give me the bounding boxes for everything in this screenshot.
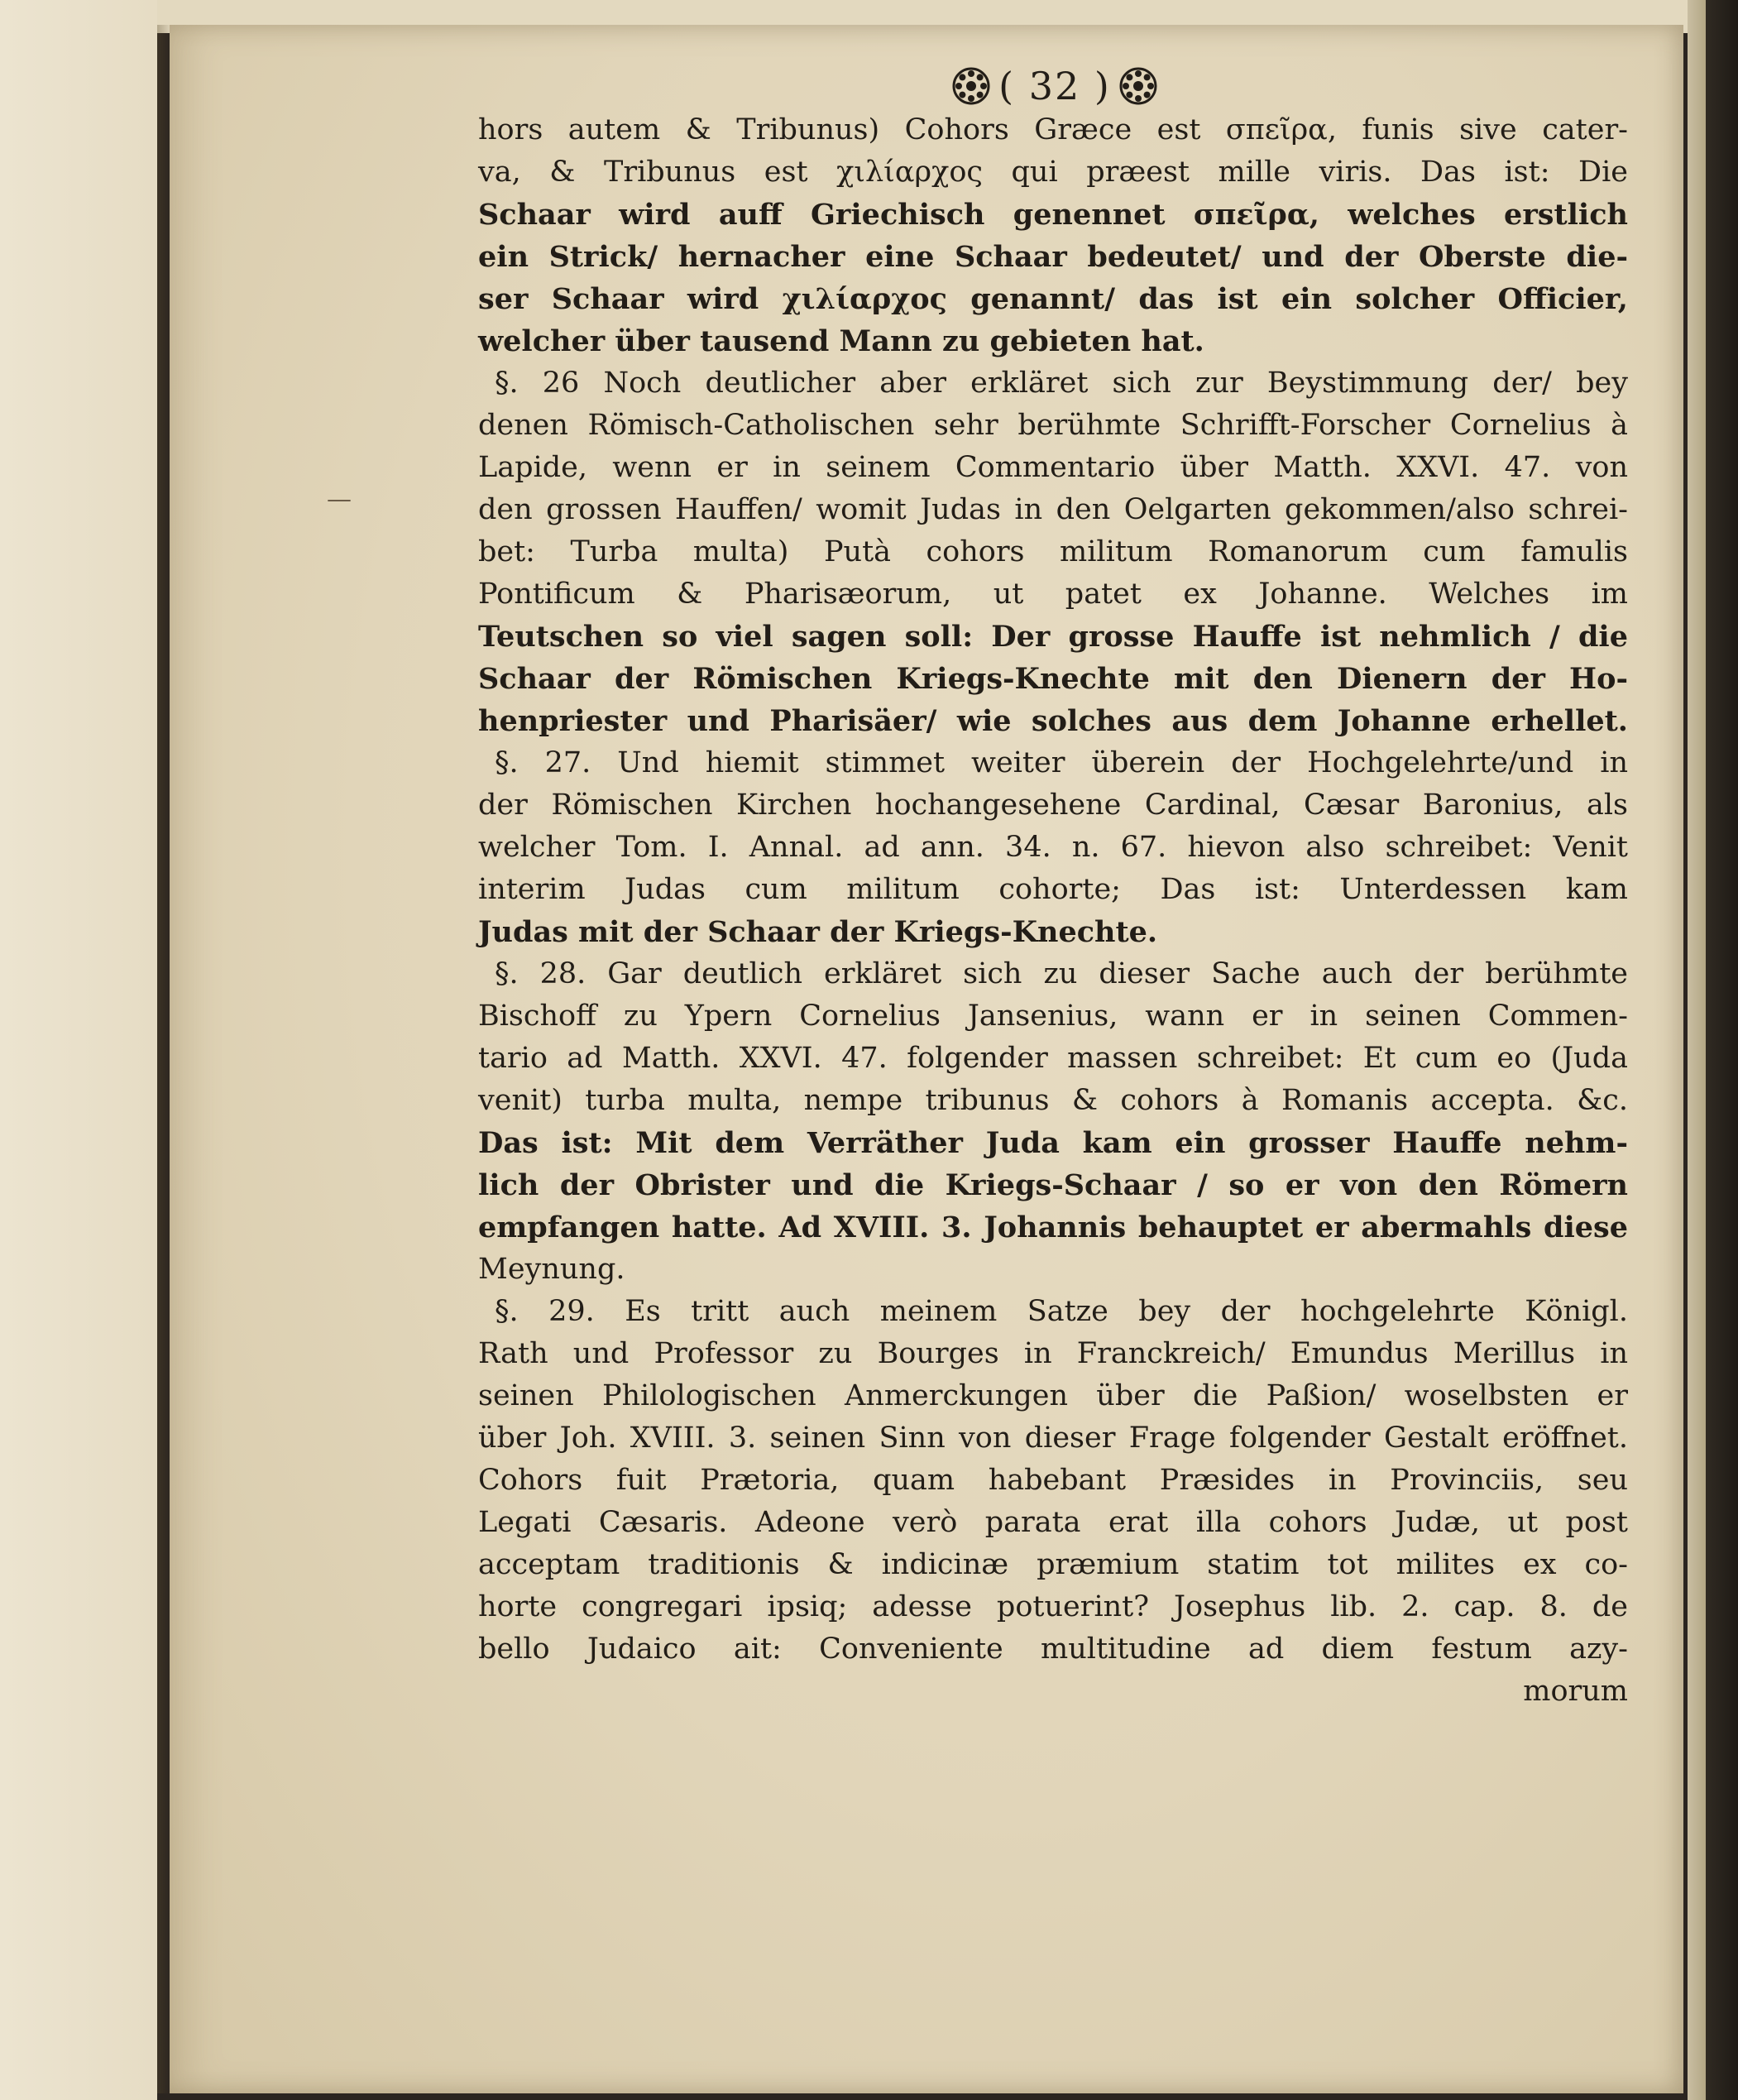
text-line: §. 29. Es tritt auch meinem Satze bey der hochgelehrte Königl.: [495, 1295, 1628, 1328]
text-line: Das ist: Mit dem Verräther Juda kam ein grosser Hauffe nehm-: [478, 1126, 1628, 1160]
text-line: Cohors fuit Prætoria, quam habebant Præsides in Provinciis, seu: [478, 1464, 1628, 1497]
text-line: der Römischen Kirchen hochangesehene Cardinal, Cæsar Baronius, als: [478, 789, 1628, 822]
text-line: Pontificum & Pharisæorum, ut patet ex Johanne. Welches im: [478, 578, 1628, 611]
text-line: seinen Philologischen Anmerckungen über die Paßion/ woselbsten er: [478, 1379, 1628, 1412]
text-line: Legati Cæsaris. Adeone verò parata erat illa cohors Judæ, ut post: [478, 1506, 1628, 1539]
text-line: henpriester und Pharisäer/ wie solches aus dem Johanne erhellet.: [478, 704, 1628, 738]
text-line: venit) turba multa, nempe tribunus & cohors à Romanis accepta. &c.: [478, 1084, 1628, 1117]
text-line: bello Judaico ait: Conveniente multitudine ad diem festum azy-: [478, 1633, 1628, 1666]
text-line: ein Strick/ hernacher eine Schaar bedeutet/ und der Oberste die-: [478, 240, 1628, 274]
text-line: Meynung.: [478, 1253, 625, 1286]
text-line: §. 28. Gar deutlich erkläret sich zu dieser Sache auch der berühmte: [495, 957, 1628, 990]
text-line: Bischoff zu Ypern Cornelius Jansenius, wann er in seinen Commen-: [478, 1000, 1628, 1033]
text-line: Lapide, wenn er in seinem Commentario über Matth. XXVI. 47. von: [478, 451, 1628, 484]
text-line: Judas mit der Schaar der Kriegs-Knechte.: [478, 915, 1158, 949]
text-line: §. 26 Noch deutlicher aber erkläret sich zur Beystimmung der/ bey: [495, 367, 1628, 400]
text-line: über Joh. XVIII. 3. seinen Sinn von dieser Frage folgender Gestalt eröffnet.: [478, 1422, 1628, 1455]
text-line: Schaar der Römischen Kriegs-Knechte mit den Dienern der Ho-: [478, 662, 1628, 696]
catchword: morum: [1523, 1675, 1628, 1708]
text-line: va, & Tribunus est χιλίαρχος qui præest mille viris. Das ist: Die: [478, 156, 1628, 189]
text-line: lich der Obrister und die Kriegs-Schaar / so er von den Römern: [478, 1168, 1628, 1202]
rosette-ornament-icon: [952, 67, 990, 105]
text-line: §. 27. Und hiemit stimmet weiter überein der Hochgelehrte/und in: [495, 746, 1628, 779]
text-line: denen Römisch-Catholischen sehr berühmte Schrifft-Forscher Cornelius à: [478, 409, 1628, 442]
page-number: ( 32 ): [998, 64, 1111, 108]
text-line: empfangen hatte. Ad XVIII. 3. Johannis behauptet er abermahls diese: [478, 1211, 1628, 1244]
text-line: den grossen Hauffen/ womit Judas in den Oelgarten gekommen/also schrei-: [478, 493, 1628, 526]
text-line: horte congregari ipsiq; adesse potuerint? Josephus lib. 2. cap. 8. de: [478, 1590, 1628, 1623]
backdrop-left: [0, 0, 157, 2100]
rosette-ornament-icon: [1119, 67, 1157, 105]
text-line: hors autem & Tribunus) Cohors Græce est σπεῖρα, funis sive cater-: [478, 113, 1628, 146]
text-line: Schaar wird auff Griechisch genennet σπεῖρα, welches erstlich: [478, 198, 1628, 232]
next-page-edge: [1688, 0, 1706, 2100]
page-body-text: [478, 109, 1628, 1713]
text-line: ser Schaar wird χιλίαρχος genannt/ das ist ein solcher Officier,: [478, 282, 1628, 316]
text-line: Teutschen so viel sagen soll: Der grosse Hauffe ist nehmlich / die: [478, 620, 1628, 654]
text-line: acceptam traditionis & indicinæ præmium statim tot milites ex co-: [478, 1548, 1628, 1581]
margin-mark: —: [327, 485, 352, 514]
text-line: interim Judas cum militum cohorte; Das ist: Unterdessen kam: [478, 873, 1628, 906]
page-header: [918, 60, 1191, 113]
text-line: welcher Tom. I. Annal. ad ann. 34. n. 67. hievon also schreibet: Venit: [478, 831, 1628, 864]
text-line: tario ad Matth. XXVI. 47. folgender massen schreibet: Et cum eo (Juda: [478, 1042, 1628, 1075]
text-line: bet: Turba multa) Putà cohors militum Romanorum cum famulis: [478, 535, 1628, 568]
text-line: welcher über tausend Mann zu gebieten hat.: [478, 324, 1204, 358]
text-line: Rath und Professor zu Bourges in Franckreich/ Emundus Merillus in: [478, 1337, 1628, 1370]
